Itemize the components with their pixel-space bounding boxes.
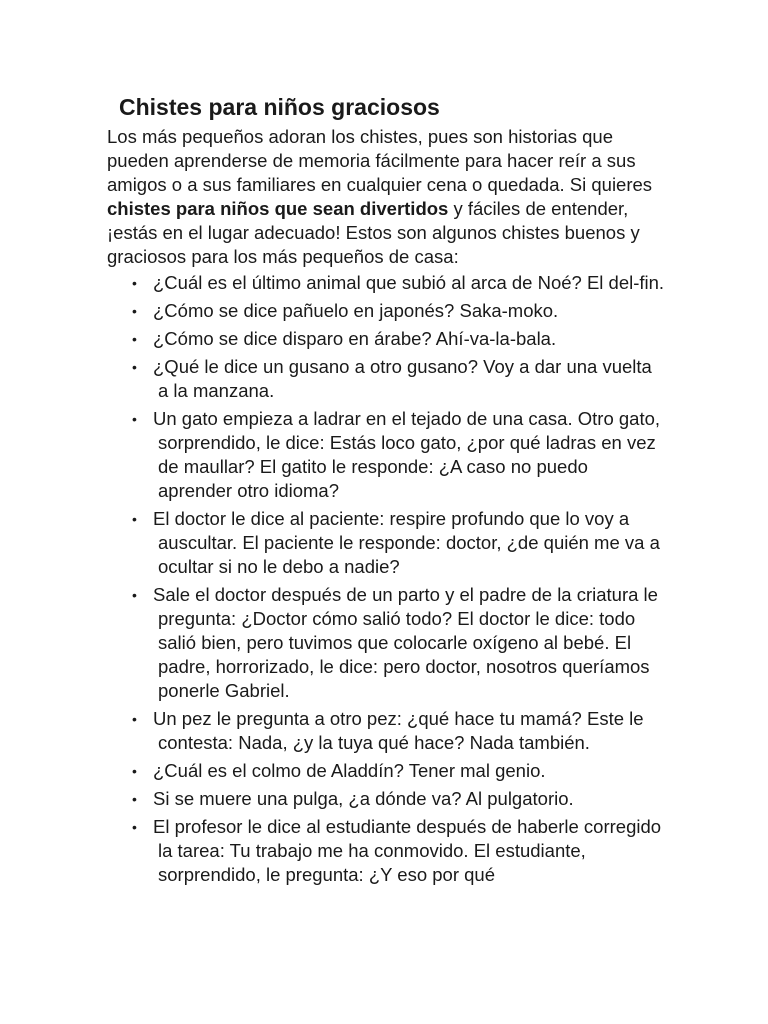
list-item [107,787,667,811]
document-title: Chistes para niños graciosos [119,94,440,120]
bullet-icon: • [132,331,137,347]
list-item [107,507,667,579]
bullet-icon: • [132,359,137,375]
intro-text-start: Los más pequeños adoran los chistes, pues son historias que pueden aprenderse de memoria fácilmente para hacer reír a sus amigos o a sus familiares en cualquier cena o quedada. Si quieres [107,126,653,195]
joke-text: ¿Cuál es el último animal que subió al arca de Noé? El del-fin. [153,272,665,293]
jokes-list [107,271,667,891]
list-item [107,327,667,351]
list-item [107,583,667,703]
joke-text: El profesor le dice al estudiante después de haberle corregido la tarea: Tu trabajo me ha conmovido. El estudiante, sorprendido, le pregunta: ¿Y eso por qué [153,816,662,885]
joke-text: ¿Qué le dice un gusano a otro gusano? Voy a dar una vuelta a la manzana. [153,356,652,401]
bullet-icon: • [132,411,137,427]
bullet-icon: • [132,511,137,527]
joke-text: ¿Cuál es el colmo de Aladdín? Tener mal genio. [153,760,546,781]
list-item [107,707,667,755]
joke-text: ¿Cómo se dice pañuelo en japonés? Saka-moko. [153,300,559,321]
intro-paragraph [107,125,667,269]
joke-text: Si se muere una pulga, ¿a dónde va? Al pulgatorio. [153,788,574,809]
list-item [107,271,667,295]
list-item [107,759,667,783]
joke-text: Un gato empieza a ladrar en el tejado de una casa. Otro gato, sorprendido, le dice: Estás loco gato, ¿por qué ladras en vez de maullar? El gatito le responde: ¿A caso no puedo aprender otro idioma? [153,408,661,501]
intro-bold-phrase: chistes para niños que sean divertidos [107,198,449,219]
list-item [107,355,667,403]
list-item [107,407,667,503]
bullet-icon: • [132,587,137,603]
joke-text: El doctor le dice al paciente: respire profundo que lo voy a auscultar. El paciente le responde: doctor, ¿de quién me va a ocultar si no le debo a nadie? [153,508,660,577]
joke-text: Un pez le pregunta a otro pez: ¿qué hace tu mamá? Este le contesta: Nada, ¿y la tuya qué hace? Nada también. [153,708,644,753]
bullet-icon: • [132,819,137,835]
joke-text: ¿Cómo se dice disparo en árabe? Ahí-va-la-bala. [153,328,557,349]
list-item [107,299,667,323]
joke-text: Sale el doctor después de un parto y el padre de la criatura le pregunta: ¿Doctor cómo salió todo? El doctor le dice: todo salió bien, pero tuvimos que colocarle oxígeno al bebé. El padre, horrorizado, le dice: pero doctor, nosotros queríamos ponerle Gabriel. [153,584,658,701]
bullet-icon: • [132,711,137,727]
bullet-icon: • [132,275,137,291]
list-item [107,815,667,887]
bullet-icon: • [132,791,137,807]
bullet-icon: • [132,763,137,779]
bullet-icon: • [132,303,137,319]
intro-text-end: y fáciles de entender, ¡estás en el lugar adecuado! Estos son algunos chistes buenos y graciosos para los más pequeños de casa: [107,198,640,267]
